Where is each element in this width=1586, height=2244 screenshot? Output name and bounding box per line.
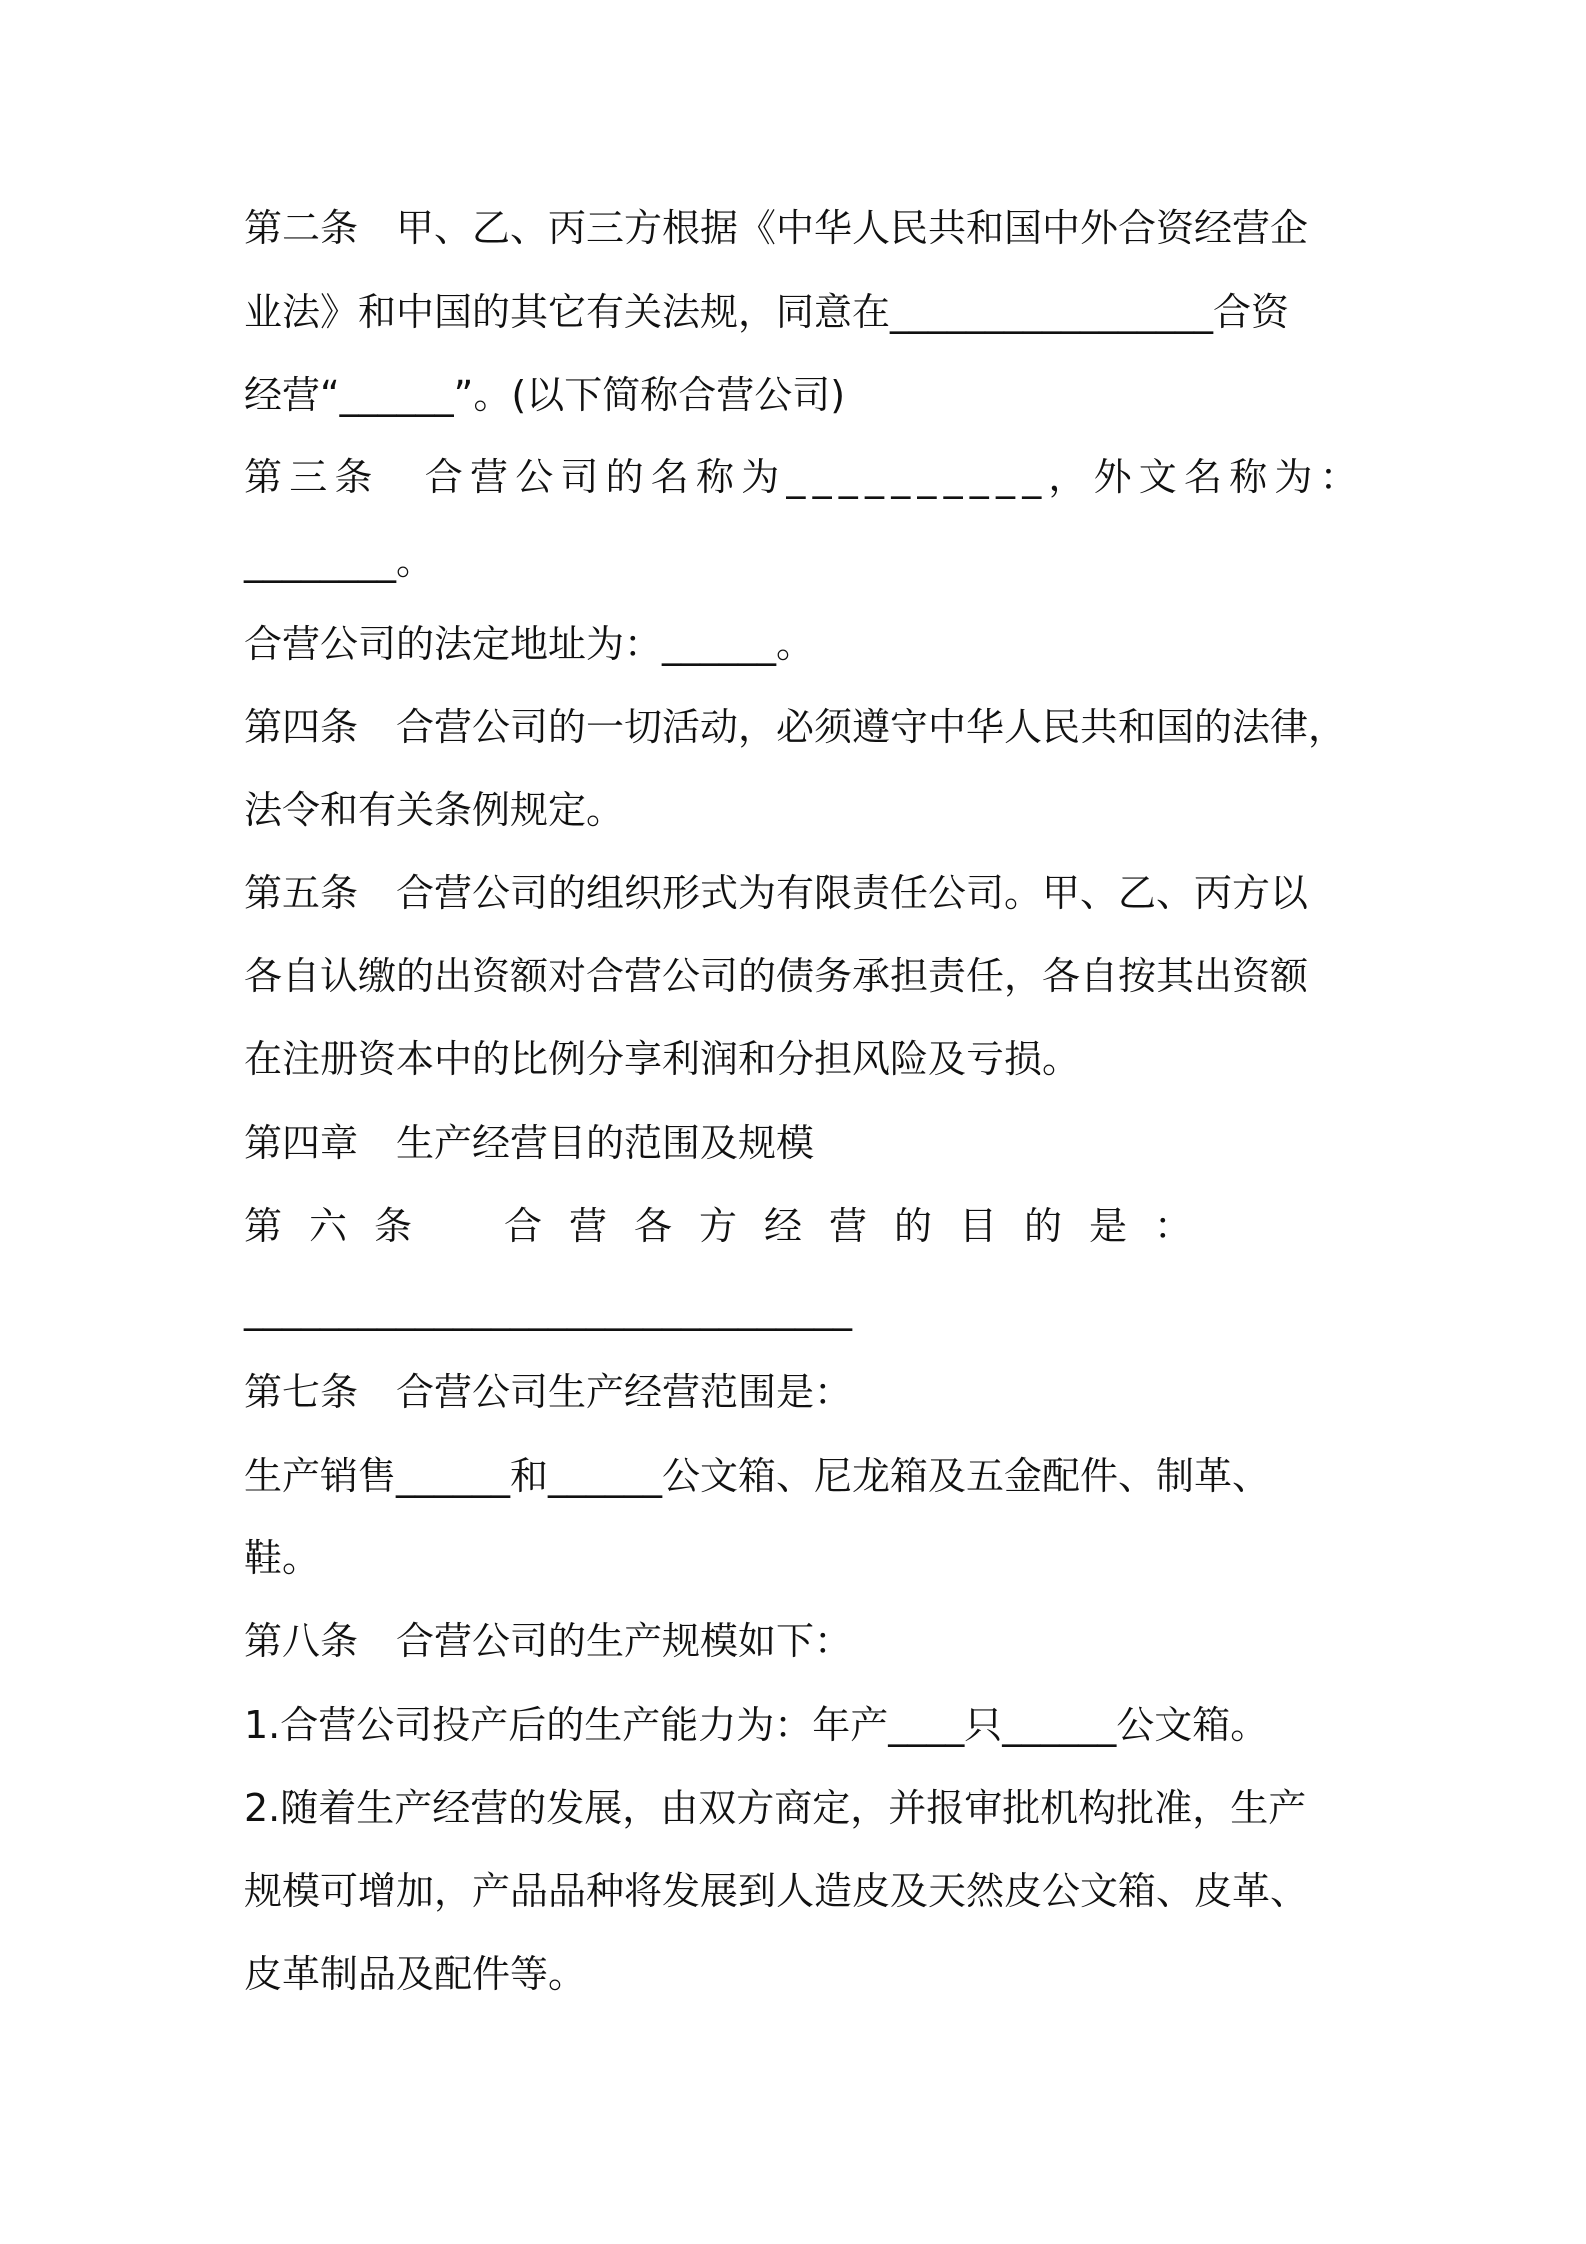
text-line: 第五条 合营公司的组织形式为有限责任公司。甲、乙、丙方以 xyxy=(244,871,1309,915)
chapter-heading: 第四章 生产经营目的范围及规模 xyxy=(244,1121,815,1165)
text-line: 鞋。 xyxy=(244,1536,321,1580)
text-line: 法令和有关条例规定。 xyxy=(244,788,625,832)
text-line: 2.随着生产经营的发展，由双方商定，并报审批机构批准，生产 xyxy=(244,1786,1307,1830)
text-line: 第六条 合营各方经营的目的是： xyxy=(244,1204,1220,1248)
text-line: 1.合营公司投产后的生产能力为：年产____只______公文箱。 xyxy=(244,1703,1269,1747)
text-line: 生产销售______和______公文箱、尼龙箱及五金配件、制革、 xyxy=(244,1454,1271,1498)
text-line: 第三条 合营公司的名称为__________，外文名称为： xyxy=(244,455,1365,499)
text-line: 经营“______”。(以下简称合营公司) xyxy=(244,373,846,417)
text-line: 皮革制品及配件等。 xyxy=(244,1952,587,1996)
text-line: ________。 xyxy=(244,539,435,583)
text-line: 合营公司的法定地址为：______。 xyxy=(244,622,815,666)
text-line: 第八条 合营公司的生产规模如下： xyxy=(244,1619,853,1663)
text-line: 第四条 合营公司的一切活动，必须遵守中华人民共和国的法律， xyxy=(244,705,1347,749)
text-line: 第二条 甲、乙、丙三方根据《中华人民共和国中外合资经营企 xyxy=(244,206,1309,250)
text-line: 业法》和中国的其它有关法规，同意在_________________合资 xyxy=(244,290,1290,334)
text-line: 第七条 合营公司生产经营范围是： xyxy=(244,1370,853,1414)
text-line: 在注册资本中的比例分享利润和分担风险及亏损。 xyxy=(244,1037,1081,1081)
blank-fill-line: ________________________________ xyxy=(244,1287,852,1331)
text-line: 规模可增加，产品品种将发展到人造皮及天然皮公文箱、皮革、 xyxy=(244,1869,1309,1913)
text-line: 各自认缴的出资额对合营公司的债务承担责任，各自按其出资额 xyxy=(244,954,1309,998)
